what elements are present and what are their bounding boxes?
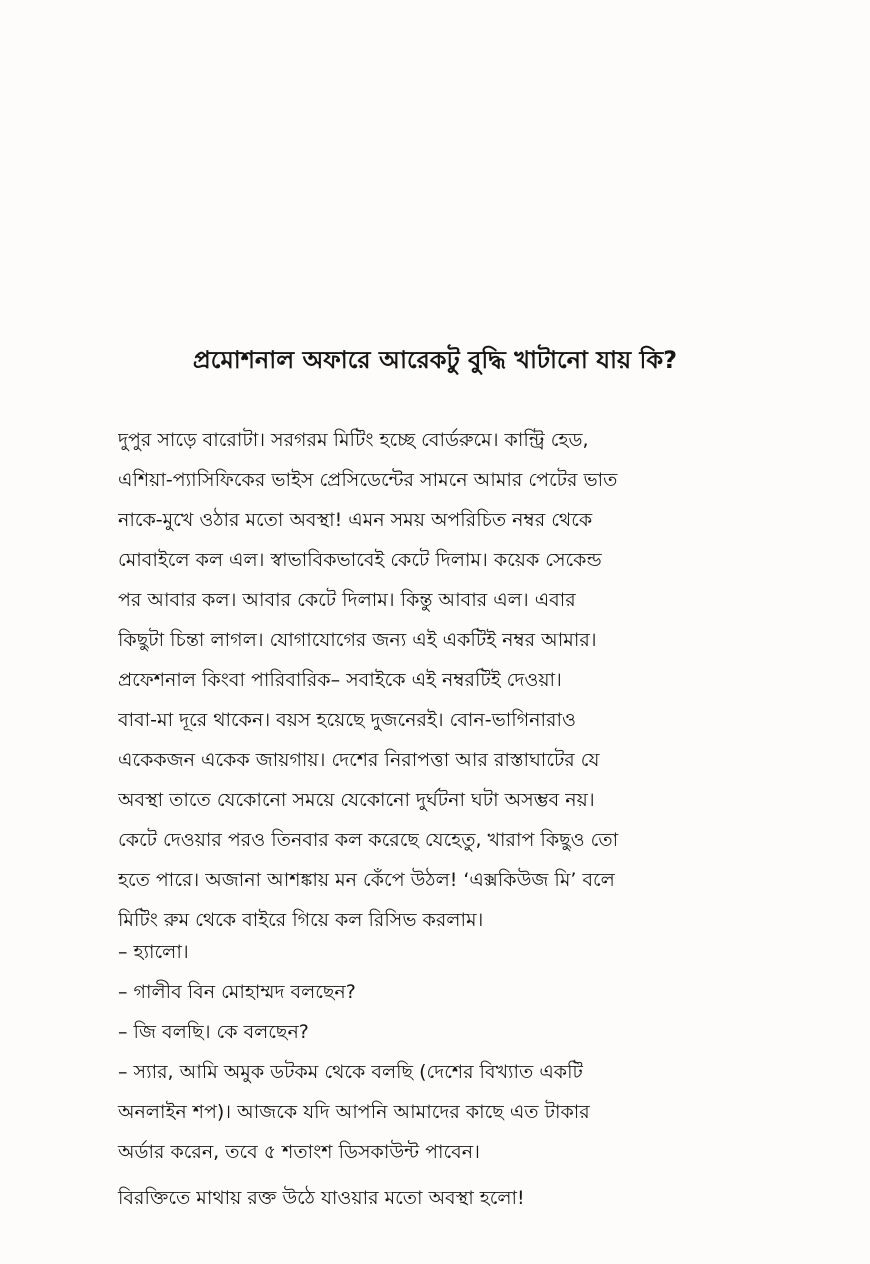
paragraph-line: মিটিং রুম থেকে বাইরে গিয়ে কল রিসিভ করলাম। <box>118 909 484 931</box>
paragraph-line: অবস্থা তাতে যেকোনো সময়ে যেকোনো দুর্ঘটনা ঘটা অসম্ভব নয়। <box>118 789 595 811</box>
phone-dialog <box>118 932 780 1172</box>
paragraph-line: মোবাইলে কল এল। স্বাভাবিকভাবেই কেটে দিলাম। কয়েক সেকেন্ড <box>118 549 602 571</box>
dialog-line: – স্যার, আমি অমুক ডটকম থেকে বলছি (দেশের বিখ্যাত একটি <box>118 1061 583 1083</box>
chapter-title: প্রমোশনাল অফারে আরেকটু বুদ্ধি খাটানো যায় কি? <box>192 346 678 374</box>
dialog-line: অনলাইন শপ)। আজকে যদি আপনি আমাদের কাছে এত টাকার <box>118 1101 590 1123</box>
opening-paragraph <box>118 420 780 940</box>
paragraph-line: প্রফেশনাল কিংবা পারিবারিক– সবাইকে এই নম্বরটিই দেওয়া। <box>118 669 562 691</box>
paragraph-line: কিছুটা চিন্তা লাগল। যোগাযোগের জন্য এই একটিই নম্বর আমার। <box>118 629 597 651</box>
dialog-line: – জি বলছি। কে বলছেন? <box>118 1021 309 1043</box>
paragraph-line: পর আবার কল। আবার কেটে দিলাম। কিন্তু আবার এল। এবার <box>118 589 576 611</box>
dialog-line: – হ্যালো। <box>118 941 189 963</box>
paragraph-line: এশিয়া-প্যাসিফিকের ভাইস প্রেসিডেন্টের সামনে আমার পেটের ভাত <box>118 469 618 491</box>
dialog-line: অর্ডার করেন, তবে ৫ শতাংশ ডিসকাউন্ট পাবেন। <box>118 1141 480 1163</box>
paragraph-line: কেটে দেওয়ার পরও তিনবার কল করেছে যেহেতু, খারাপ কিছুও তো <box>118 829 619 851</box>
paragraph-line: বাবা-মা দূরে থাকেন। বয়স হয়েছে দুজনেরই। বোন-ভাগিনারাও <box>118 709 576 731</box>
paragraph-line: দুপুর সাড়ে বারোটা। সরগরম মিটিং হচ্ছে বোর্ডরুমে। কান্ট্রি হেড, <box>118 429 589 451</box>
paragraph-line: একেকজন একেক জায়গায়। দেশের নিরাপত্তা আর রাস্তাঘাটের যে <box>118 749 600 771</box>
paragraph-line: হতে পারে। অজানা আশঙ্কায় মন কেঁপে উঠল! ‘এক্সকিউজ মি’ বলে <box>118 869 615 891</box>
paragraph-line: নাকে-মুখে ওঠার মতো অবস্থা! এমন সময় অপরিচিত নম্বর থেকে <box>118 509 593 531</box>
closing-line: বিরক্তিতে মাথায় রক্ত উঠে যাওয়ার মতো অবস্থা হলো! <box>118 1187 525 1209</box>
dialog-line: – গালীব বিন মোহাম্মদ বলছেন? <box>118 981 356 1003</box>
